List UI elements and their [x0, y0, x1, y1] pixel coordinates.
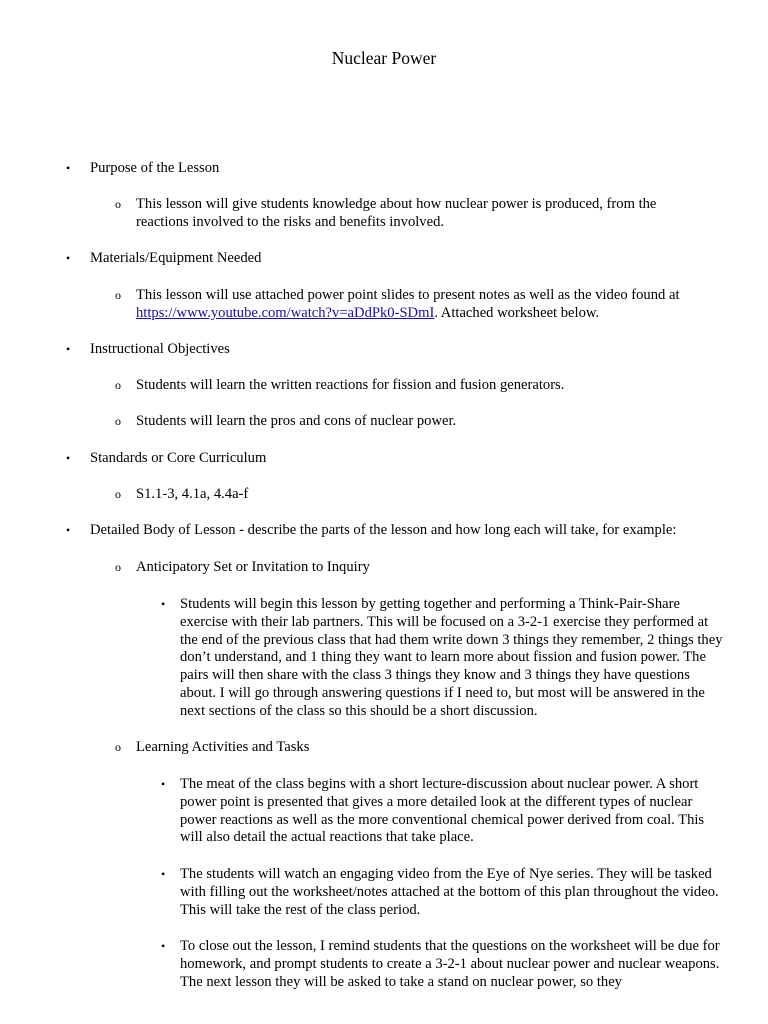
materials-text [136, 287, 706, 323]
sub-bullet-icon: o [115, 487, 121, 501]
objective-text: Students will learn the written reactions for fission and fusion generators. [136, 377, 565, 393]
bullet-icon: • [66, 161, 71, 175]
materials-text-after: . Attached worksheet below. [434, 304, 600, 321]
bullet-icon: • [161, 867, 166, 881]
bullet-icon: • [66, 342, 71, 356]
bullet-icon: • [161, 597, 166, 611]
activity-text: To close out the lesson, I remind students that the questions on the worksheet will be due for homework, and prompt students to create a 3-2-1 about nuclear power and nuclear weapons. The next lesson they will be asked to take a stand on nuclear power, so they [180, 938, 720, 990]
sub-bullet-icon: o [115, 288, 121, 302]
section-heading: Materials/Equipment Needed [90, 250, 262, 266]
sub-bullet-icon: o [115, 740, 121, 754]
sub-bullet-icon: o [115, 197, 121, 211]
section-heading: Instructional Objectives [90, 341, 230, 357]
page-title: Nuclear Power [331, 48, 437, 68]
activity-text: The meat of the class begins with a short lecture-discussion about nuclear power. A short power point is presented that gives a more detailed look at the different types of nuclear power reactions as well as the more conventional chemical power derived from coal. This will also detail the actual reactions that take place. [180, 776, 705, 846]
sub-bullet-icon: o [115, 560, 121, 574]
standards-text: S1.1-3, 4.1a, 4.4a-f [136, 486, 249, 502]
subsection-heading: Anticipatory Set or Invitation to Inquiry [136, 559, 370, 575]
bullet-icon: • [161, 777, 166, 791]
anticipatory-text: Students will begin this lesson by getting together and performing a Think-Pair-Share exercise with their lab partners. This will be focused on a 3-2-1 exercise they performed at the end of the previous class that had them write down 3 things they remember, 2 things they don’t understand, and 1 thing they want to learn more about fission and fusion power. The pairs will then share with the class 3 things they know and 3 things they have questions about. I will go through answering questions if I need to, but most will be answered in the next sections of the class so this should be a short discussion. [180, 596, 723, 719]
sub-bullet-icon: o [115, 414, 121, 428]
subsection-heading: Learning Activities and Tasks [136, 739, 310, 755]
bullet-icon: • [161, 939, 166, 953]
section-heading: Standards or Core Curriculum [90, 450, 267, 466]
objective-text: Students will learn the pros and cons of nuclear power. [136, 413, 457, 429]
purpose-text: This lesson will give students knowledge about how nuclear power is produced, from the reactions involved to the risks and benefits involved. [136, 196, 657, 230]
bullet-icon: • [66, 451, 71, 465]
section-heading: Purpose of the Lesson [90, 160, 220, 176]
activity-text: The students will watch an engaging video from the Eye of Nye series. They will be tasked with filling out the worksheet/notes attached at the bottom of this plan throughout the video. This will take the rest of the class period. [180, 866, 719, 918]
materials-text-before: This lesson will use attached power point slides to present notes as well as the video found at [136, 287, 680, 303]
video-link[interactable]: https://www.youtube.com/watch?v=aDdPk0-SDmI [136, 304, 435, 321]
bullet-icon: • [66, 523, 71, 537]
sub-bullet-icon: o [115, 378, 121, 392]
bullet-icon: • [66, 251, 71, 265]
section-heading: Detailed Body of Lesson - describe the parts of the lesson and how long each will take, for example: [90, 522, 677, 538]
